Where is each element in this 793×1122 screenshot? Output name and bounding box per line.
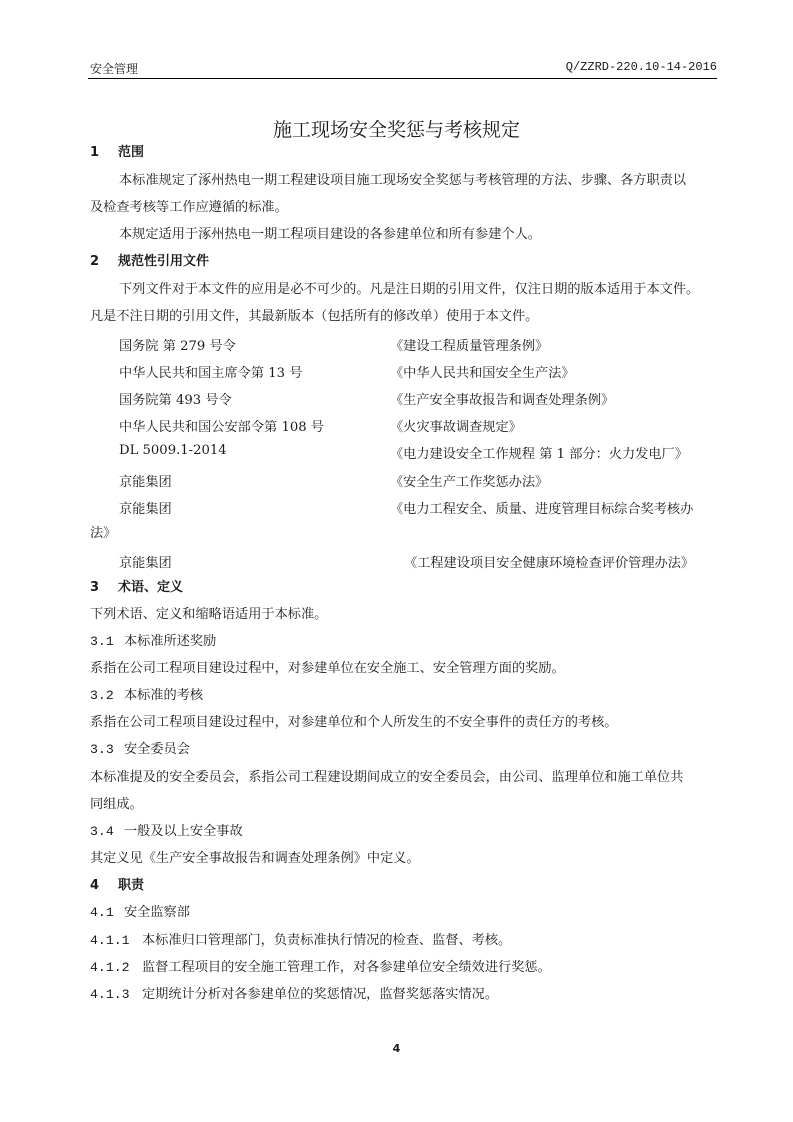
term-definition: 本标准提及的安全委员会，系指公司工程建设期间成立的安全委员会，由公司、监理单位和施工单位共 — [90, 770, 684, 785]
subsection-label: 安全监察部 — [124, 905, 190, 920]
term-number: 3.3 — [90, 742, 114, 757]
reference-issuer: 国务院 第 279 号令 — [119, 339, 236, 354]
section-heading-2 — [90, 253, 209, 271]
header-category: 安全管理 — [90, 62, 139, 76]
term-definition: 其定义见《生产安全事故报告和调查处理条例》中定义。 — [90, 851, 420, 866]
section-title: 范围 — [118, 145, 145, 160]
duty-text: 监督工程项目的安全施工管理工作，对各参建单位安全绩效进行奖惩。 — [142, 960, 551, 975]
header-doc-code: Q/ZZRD-220.10-14-2016 — [565, 60, 717, 74]
reference-issuer: DL 5009.1-2014 — [119, 443, 227, 458]
header-rule — [88, 78, 717, 79]
term-heading — [90, 741, 190, 759]
reference-issuer: 京能集团 — [119, 556, 172, 571]
term-number: 3.2 — [90, 688, 114, 703]
duty-item — [90, 959, 551, 977]
section-title: 术语、定义 — [118, 580, 184, 595]
duty-number: 4.1.3 — [90, 987, 130, 1002]
duty-number: 4.1.2 — [90, 960, 130, 975]
section-title: 职责 — [118, 878, 145, 893]
term-definition: 系指在公司工程项目建设过程中，对参建单位和个人所发生的不安全事件的责任方的考核。 — [90, 715, 618, 730]
reference-issuer: 中华人民共和国主席令第 13 号 — [119, 366, 303, 381]
term-heading — [90, 687, 203, 705]
reference-title: 《中华人民共和国安全生产法》 — [390, 366, 575, 381]
paragraph-line: 下列文件对于本文件的应用是必不可少的。凡是注日期的引用文件，仅注日期的版本适用于本文件。 — [119, 282, 700, 297]
section-heading-1 — [90, 144, 144, 162]
section-title: 规范性引用文件 — [118, 254, 210, 269]
section-heading-3 — [90, 579, 183, 597]
subsection-number: 4.1 — [90, 905, 114, 920]
term-heading — [90, 633, 216, 651]
reference-issuer: 京能集团 — [119, 502, 172, 517]
term-label: 本标准的考核 — [124, 688, 204, 703]
section-number: 4 — [90, 878, 100, 893]
reference-title: 《建设工程质量管理条例》 — [390, 339, 549, 354]
paragraph-line: 下列术语、定义和缩略语适用于本标准。 — [90, 607, 328, 622]
section-number: 1 — [90, 145, 100, 160]
term-number: 3.4 — [90, 824, 114, 839]
term-definition: 同组成。 — [90, 797, 143, 812]
term-number: 3.1 — [90, 634, 114, 649]
subsection-heading — [90, 904, 190, 922]
duty-number: 4.1.1 — [90, 933, 130, 948]
paragraph-line: 本规定适用于涿州热电一期工程项目建设的各参建单位和所有参建个人。 — [119, 227, 541, 242]
term-heading — [90, 823, 243, 841]
reference-issuer: 中华人民共和国公安部令第 108 号 — [119, 420, 324, 435]
duty-text: 本标准归口管理部门，负责标准执行情况的检查、监督、考核。 — [142, 933, 512, 948]
reference-title: 《火灾事故调查规定》 — [390, 420, 522, 435]
reference-title: 《工程建设项目安全健康环境检查评价管理办法》 — [404, 556, 695, 571]
reference-title-continued: 法》 — [90, 526, 117, 541]
paragraph-line: 凡是不注日期的引用文件，其最新版本（包括所有的修改单）使用于本文件。 — [90, 309, 539, 324]
term-label: 一般及以上安全事故 — [124, 824, 243, 839]
reference-issuer: 国务院第 493 号令 — [119, 393, 232, 408]
paragraph-line: 及检查考核等工作应遵循的标准。 — [90, 200, 288, 215]
reference-title: 《生产安全事故报告和调查处理条例》 — [390, 393, 615, 408]
duty-item — [90, 932, 511, 950]
term-label: 安全委员会 — [124, 742, 190, 757]
duty-item — [90, 986, 498, 1004]
paragraph-line: 本标准规定了涿州热电一期工程建设项目施工现场安全奖惩与考核管理的方法、步骤、各方职责以 — [119, 173, 687, 188]
duty-text: 定期统计分析对各参建单位的奖惩情况，监督奖惩落实情况。 — [142, 987, 499, 1002]
document-title: 施工现场安全奖惩与考核规定 — [272, 119, 520, 141]
page-number: 4 — [392, 1042, 401, 1055]
reference-issuer: 京能集团 — [119, 475, 172, 490]
section-number: 3 — [90, 580, 100, 595]
term-label: 本标准所述奖励 — [124, 634, 217, 649]
reference-title: 《电力建设安全工作规程 第 1 部分：火力发电厂》 — [390, 447, 688, 462]
reference-title: 《电力工程安全、质量、进度管理目标综合奖考核办 — [390, 502, 694, 517]
section-number: 2 — [90, 254, 100, 269]
term-definition: 系指在公司工程项目建设过程中，对参建单位在安全施工、安全管理方面的奖励。 — [90, 661, 565, 676]
section-heading-4 — [90, 877, 144, 895]
reference-title: 《安全生产工作奖惩办法》 — [390, 475, 549, 490]
